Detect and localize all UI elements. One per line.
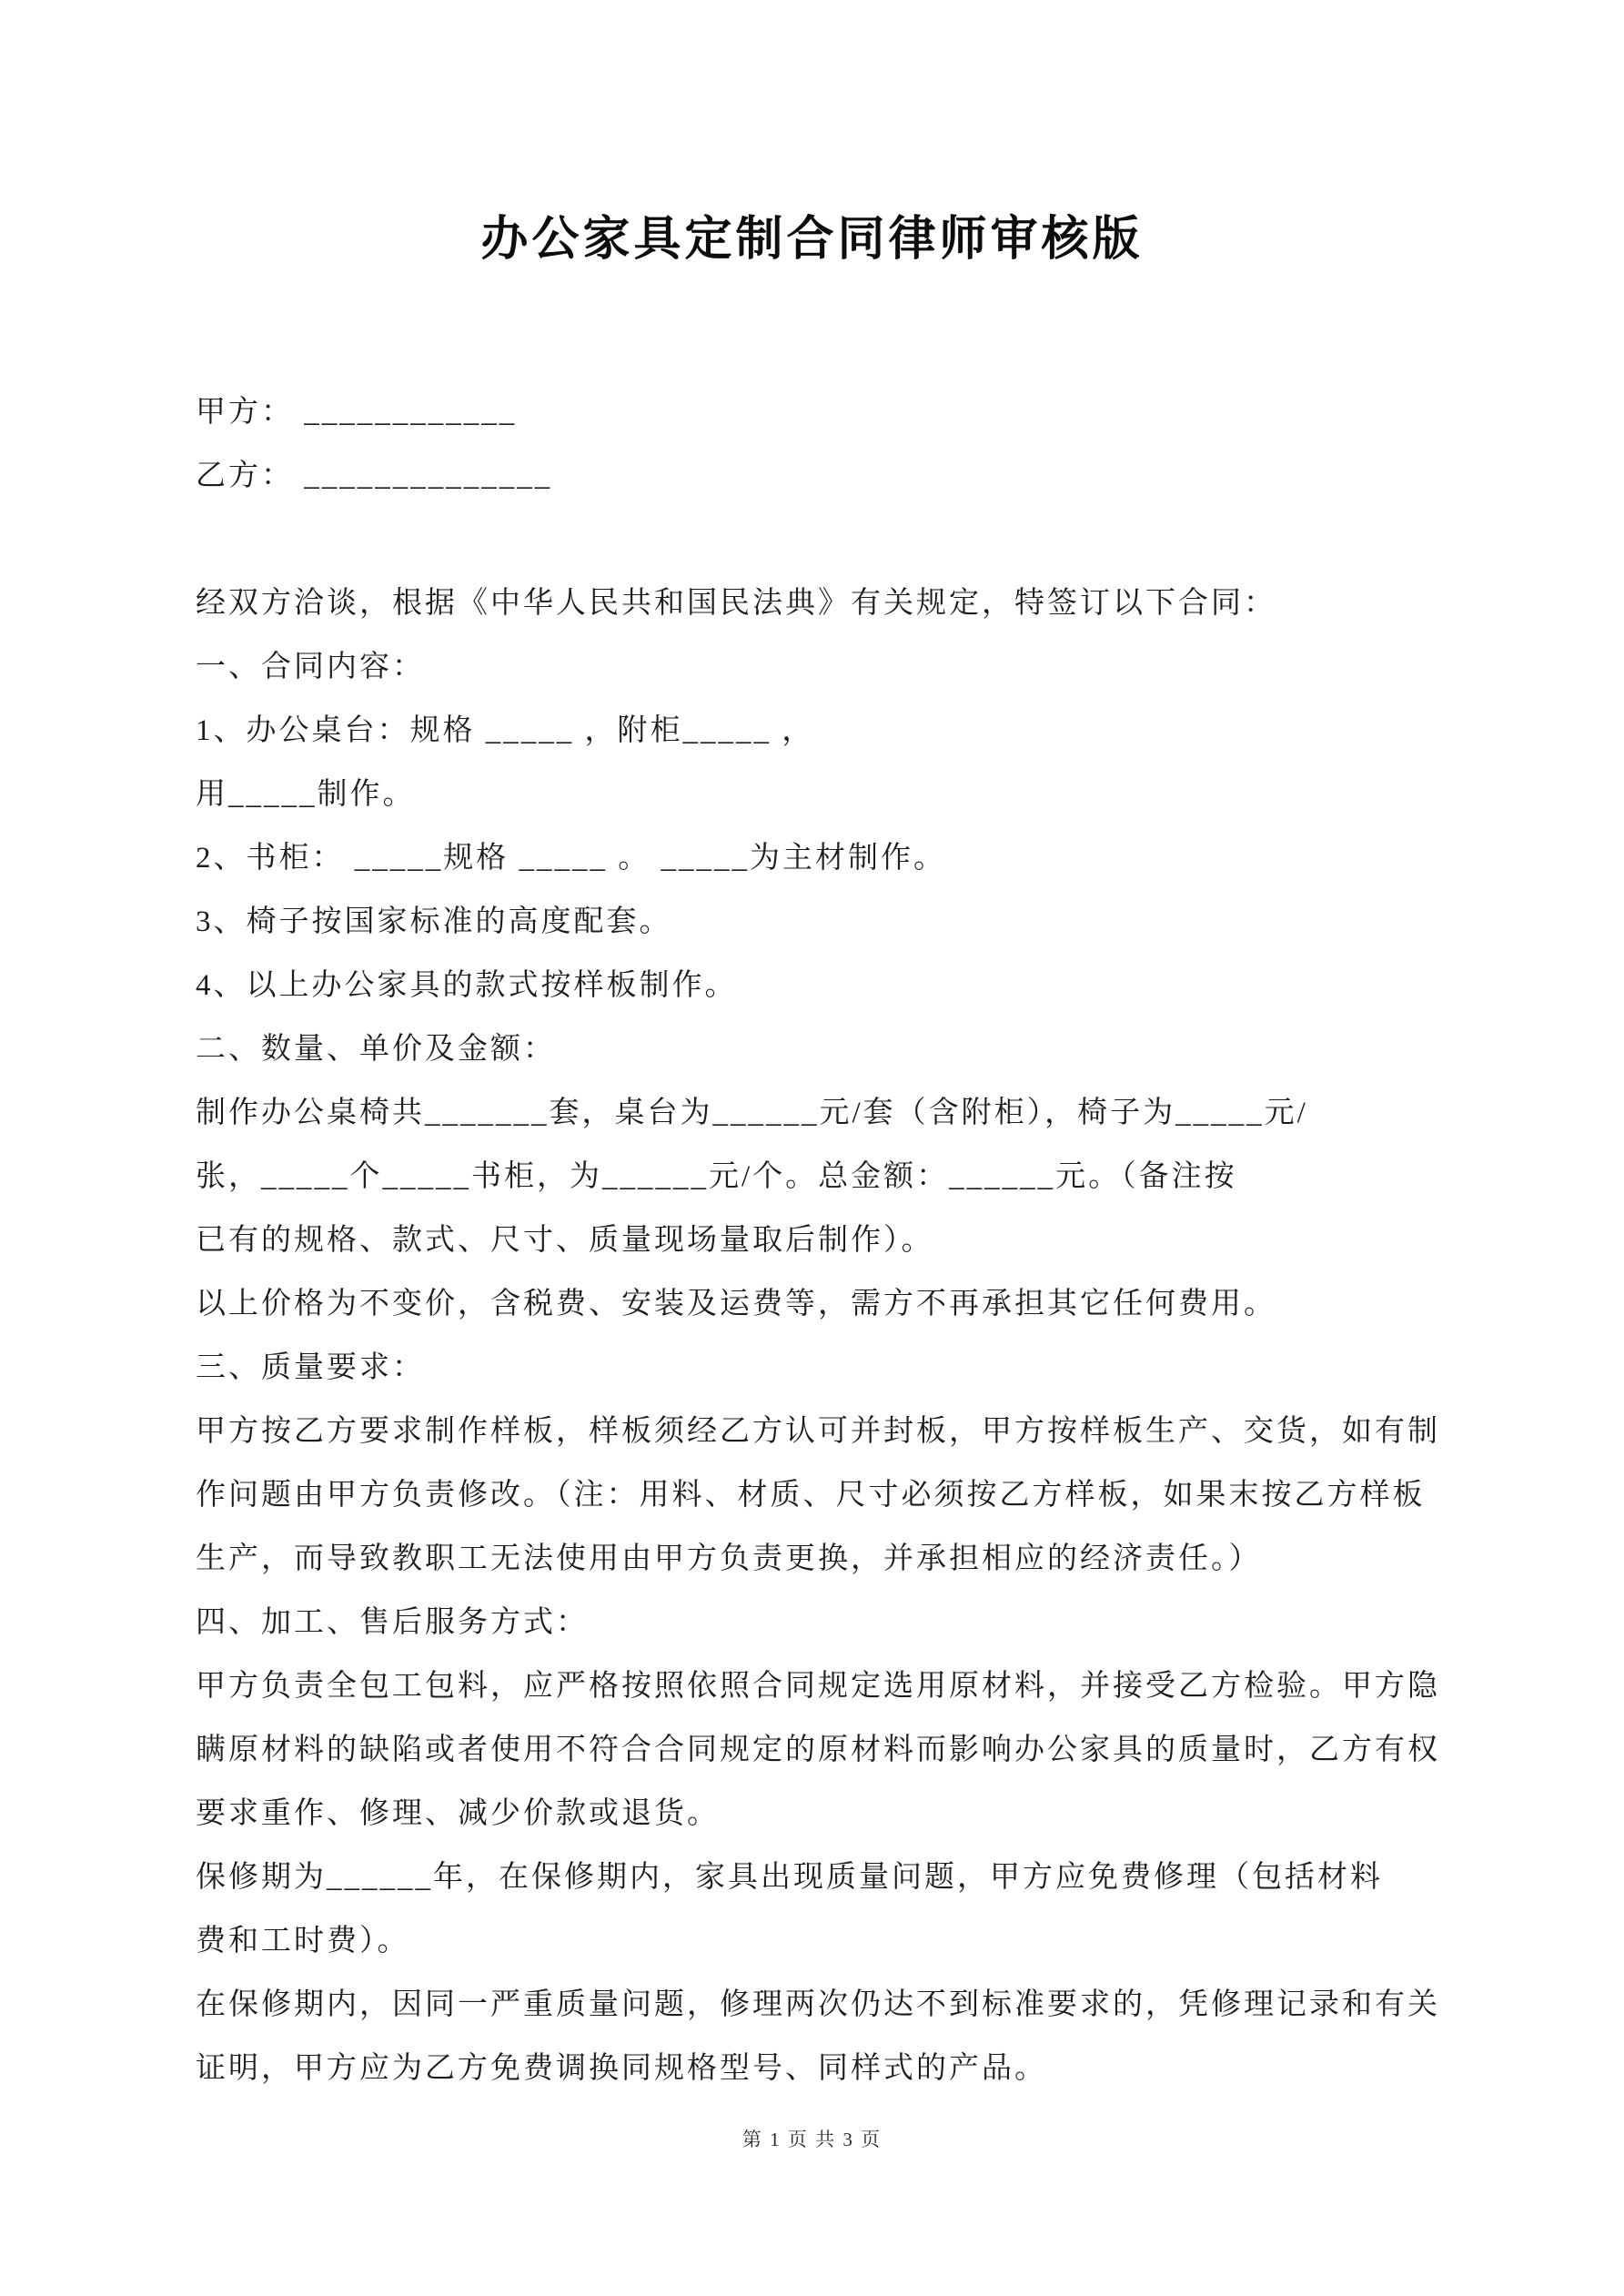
replacement-line-1: 在保修期内，因同一严重质量问题，修理两次仍达不到标准要求的，凭修理记录和有关 <box>196 1988 1440 2021</box>
party-a-line: 甲方： ____________ <box>196 396 518 429</box>
clause-4-line: 4、以上办公家具的款式按样板制作。 <box>196 969 738 1002</box>
section-1-heading: 一、合同内容： <box>196 651 425 683</box>
warranty-line-1: 保修期为______年，在保修期内，家具出现质量问题，甲方应免费修理（包括材料 <box>196 1861 1383 1894</box>
page-number-footer: 第 1 页 共 3 页 <box>741 2129 883 2150</box>
quality-line-3: 生产，而导致教职工无法使用由甲方负责更换，并承担相应的经济责任。） <box>196 1542 1262 1575</box>
section-2-heading: 二、数量、单价及金额： <box>196 1033 556 1066</box>
replacement-line-2: 证明，甲方应为乙方免费调换同规格型号、同样式的产品。 <box>196 2052 1047 2085</box>
preamble-line: 经双方洽谈，根据《中华人民共和国民法典》有关规定，特签订以下合同： <box>196 587 1276 620</box>
section-3-heading: 三、质量要求： <box>196 1351 425 1384</box>
quantity-price-line-3: 已有的规格、款式、尺寸、质量现场量取后制作）。 <box>196 1224 934 1257</box>
service-line-2: 瞒原材料的缺陷或者使用不符合合同规定的原材料而影响办公家具的质量时，乙方有权 <box>196 1734 1440 1766</box>
warranty-line-2: 费和工时费）。 <box>196 1925 410 1957</box>
party-b-line: 乙方： ______________ <box>196 460 553 492</box>
quality-line-2: 作问题由甲方负责修改。（注：用料、材质、尺寸必须按乙方样板，如果末按乙方样板 <box>196 1479 1426 1512</box>
service-line-1: 甲方负责全包工包料，应严格按照依照合同规定选用原材料，并接受乙方检验。甲方隐 <box>196 1670 1440 1703</box>
quantity-price-line-1: 制作办公桌椅共_______套，桌台为______元/套（含附柜），椅子为_____元/ <box>196 1097 1308 1129</box>
clause-3-line: 3、椅子按国家标准的高度配套。 <box>196 905 672 938</box>
quantity-price-line-2: 张，_____个_____书柜，为______元/个。总金额：______元。（备注按 <box>196 1160 1237 1193</box>
clause-1-line-1: 1、办公桌台：规格 _____ ，附柜_____ ， <box>196 714 815 747</box>
contract-body <box>196 571 1440 2100</box>
price-note-line: 以上价格为不变价，含税费、安装及运费等，需方不再承担其它任何费用。 <box>196 1288 1276 1320</box>
service-line-3: 要求重作、修理、减少价款或退货。 <box>196 1797 720 1830</box>
parties-block <box>196 380 552 508</box>
clause-2-line: 2、书柜： _____规格 _____ 。 _____为主材制作。 <box>196 842 946 875</box>
quality-line-1: 甲方按乙方要求制作样板，样板须经乙方认可并封板，甲方按样板生产、交货，如有制 <box>196 1415 1440 1448</box>
document-title: 办公家具定制合同律师审核版 <box>480 214 1144 266</box>
clause-1-line-2: 用_____制作。 <box>196 778 416 811</box>
section-4-heading: 四、加工、售后服务方式： <box>196 1606 589 1639</box>
